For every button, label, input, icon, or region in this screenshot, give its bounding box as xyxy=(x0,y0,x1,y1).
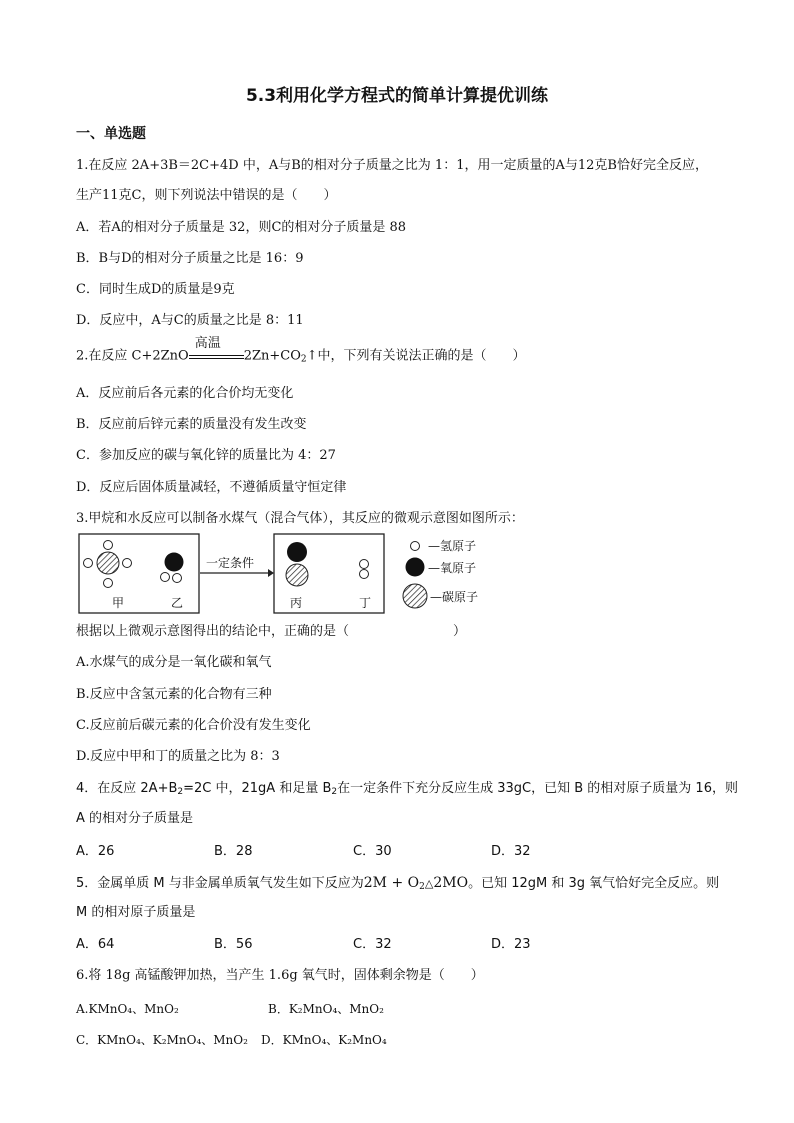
hydrogen-atom xyxy=(173,574,182,583)
q5-eq-right: 2MO xyxy=(433,875,469,891)
hydrogen-atom xyxy=(104,579,113,588)
q5-option-c: C．32 xyxy=(353,937,392,952)
q4-option-d: D．32 xyxy=(491,844,531,859)
q4-sub2: 2 xyxy=(331,787,338,797)
q4-stem-b: =2C 中，21gA 和足量 B xyxy=(183,781,332,796)
q2-condition-arrow xyxy=(189,336,244,364)
q2-option-c: C．参加反应的碳与氧化锌的质量比为 4：27 xyxy=(76,448,336,463)
hydrogen-atom xyxy=(84,559,93,568)
q5-stem-line2: M 的相对原子质量是 xyxy=(76,905,196,920)
q6-option-a: A.KMnO₄、MnO₂ xyxy=(76,1002,179,1016)
q2-option-d: D．反应后固体质量减轻，不遵循质量守恒定律 xyxy=(76,480,347,495)
carbon-atom xyxy=(97,552,119,574)
q1-option-a: A．若A的相对分子质量是 32，则C的相对分子质量是 88 xyxy=(76,220,407,235)
hydrogen-atom xyxy=(360,570,369,579)
q2-stem-pre: 2.在反应 C+2ZnO xyxy=(76,348,189,364)
legend-oxygen: —氧原子 xyxy=(428,561,477,575)
legend-carbon: —碳原子 xyxy=(430,590,479,604)
q1-option-d: D．反应中，A与C的质量之比是 8：11 xyxy=(76,313,304,328)
q2-condition-label: 高温 xyxy=(194,336,221,351)
legend-oxygen-icon xyxy=(406,558,425,577)
q6-option-b: B．K₂MnO₄、MnO₂ xyxy=(268,1002,384,1016)
arrow-head xyxy=(268,569,274,577)
q5-option-a: A．64 xyxy=(76,937,115,952)
q2-stem xyxy=(76,336,526,368)
q5-eq-heat: △ xyxy=(424,877,434,890)
label-jia: 甲 xyxy=(112,596,125,610)
q2-option-b: B．反应前后锌元素的质量没有发生改变 xyxy=(76,417,307,432)
q1-stem-line2: 生产11克C，则下列说法中错误的是（ ） xyxy=(76,188,337,203)
label-ding: 丁 xyxy=(359,596,372,610)
q4-option-a: A．26 xyxy=(76,844,115,859)
q5-stem-line1 xyxy=(76,875,719,895)
hydrogen-atom xyxy=(360,560,369,569)
legend-carbon-icon xyxy=(403,584,427,608)
q3-option-d: D.反应中甲和丁的质量之比为 8：3 xyxy=(76,749,280,764)
q6-option-d: D．KMnO₄、K₂MnO₄ xyxy=(261,1033,387,1047)
q5-eq-left: 2M + O xyxy=(363,875,420,891)
q5-option-b: B．56 xyxy=(214,937,253,952)
q3-diagram xyxy=(78,533,518,615)
q5-equation xyxy=(364,875,468,891)
hydrogen-atom xyxy=(161,573,170,582)
label-bing: 丙 xyxy=(290,596,303,610)
q5-option-d: D．23 xyxy=(491,937,531,952)
hydrogen-atom xyxy=(123,559,132,568)
q2-option-a: A．反应前后各元素的化合价均无变化 xyxy=(76,386,294,401)
q6-stem: 6.将 18g 高锰酸钾加热，当产生 1.6g 氧气时，固体剩余物是（ ） xyxy=(76,968,484,983)
q4-option-b: B．28 xyxy=(214,844,253,859)
q1-stem-line1: 1.在反应 2A+3B＝2C+4D 中，A与B的相对分子质量之比为 1：1，用一定质量的A与12克B恰好完全反应， xyxy=(76,158,708,173)
page-title: 5.3利用化学方程式的简单计算提优训练 xyxy=(245,86,549,106)
q4-stem-c: 在一定条件下充分反应生成 33gC，已知 B 的相对原子质量为 16，则 xyxy=(337,781,738,796)
label-yi: 乙 xyxy=(171,596,184,610)
hydrogen-atom xyxy=(104,541,113,550)
oxygen-atom xyxy=(287,542,307,562)
q4-stem-line1 xyxy=(76,781,738,800)
q1-option-b: B．B与D的相对分子质量之比是 16：9 xyxy=(76,251,304,266)
q2-stem-post: ↑中，下列有关说法正确的是（ ） xyxy=(306,348,526,364)
q2-sub: 2 xyxy=(300,354,307,365)
q4-stem-a: 4．在反应 2A+B xyxy=(76,781,178,796)
q4-stem-line2: A 的相对分子质量是 xyxy=(76,811,194,826)
q2-stem-mid: 2Zn+CO xyxy=(243,348,301,364)
section-heading: 一、单选题 xyxy=(76,126,146,142)
oxygen-atom xyxy=(165,553,184,572)
legend-hydrogen-icon xyxy=(411,542,420,551)
q3-option-b: B.反应中含氢元素的化合物有三种 xyxy=(76,687,272,702)
q1-option-c: C．同时生成D的质量是9克 xyxy=(76,282,235,297)
arrow-condition: 一定条件 xyxy=(206,556,255,570)
legend-hydrogen: —氢原子 xyxy=(428,539,477,553)
q4-option-c: C．30 xyxy=(353,844,392,859)
carbon-atom xyxy=(286,564,308,586)
q3-stem: 3.甲烷和水反应可以制备水煤气（混合气体），其反应的微观示意图如图所示： xyxy=(76,511,524,526)
q3-option-c: C.反应前后碳元素的化合价没有发生变化 xyxy=(76,718,311,733)
q4-sub1: 2 xyxy=(177,787,184,797)
q5-eq-sub: 2 xyxy=(419,882,425,892)
q3-option-a: A.水煤气的成分是一氧化碳和氧气 xyxy=(76,655,272,670)
q5-stem-b: 。已知 12gM 和 3g 氧气恰好完全反应。则 xyxy=(468,876,720,891)
q3-stem2: 根据以上微观示意图得出的结论中，正确的是（ ） xyxy=(76,624,467,639)
q6-option-c: C．KMnO₄、K₂MnO₄、MnO₂ xyxy=(76,1033,248,1047)
q5-stem-a: 5．金属单质 M 与非金属单质氧气发生如下反应为 xyxy=(76,876,364,891)
